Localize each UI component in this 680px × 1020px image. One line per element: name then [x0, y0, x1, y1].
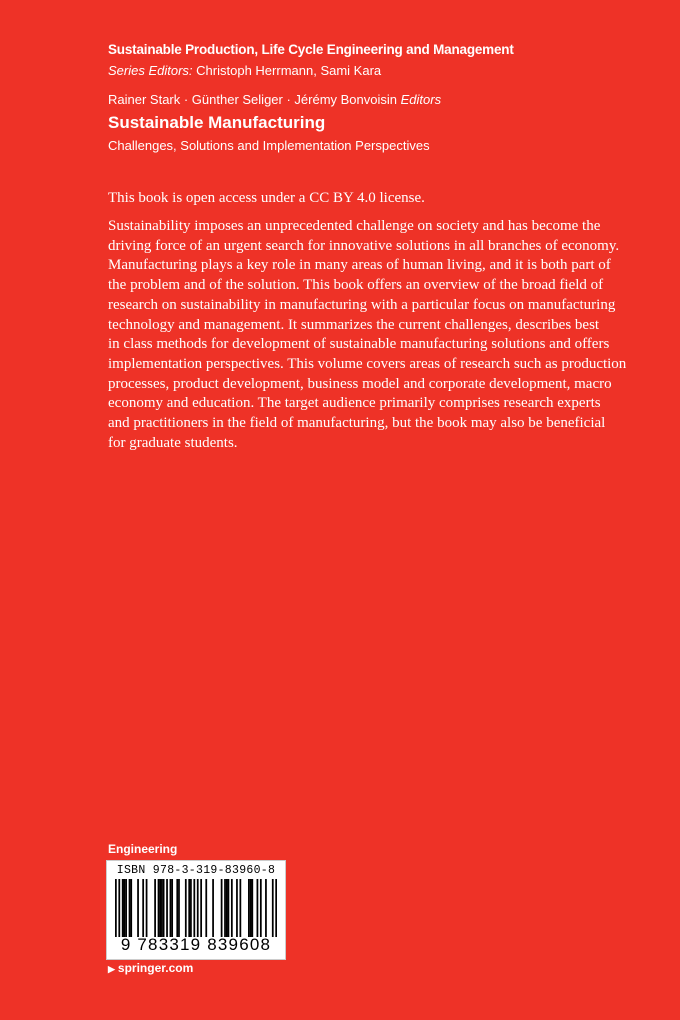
arrow-right-icon: ▶	[108, 964, 115, 974]
barcode-bar	[118, 879, 120, 937]
series-editors-label: Series Editors:	[108, 63, 193, 78]
description-line: the problem and of the solution. This book offers an overview of the broad field of	[108, 277, 604, 294]
subject-category: Engineering	[108, 842, 178, 856]
book-description	[108, 217, 628, 453]
barcode-bar	[200, 879, 202, 937]
barcode-bar	[260, 879, 262, 937]
barcode-bar	[159, 879, 161, 937]
open-access-note: This book is open access under a CC BY 4.0 license.	[108, 190, 425, 206]
barcode-bar	[257, 879, 259, 937]
barcode-bar	[115, 879, 117, 937]
description-line: for graduate students.	[108, 434, 238, 451]
description-line: technology and management. It summarizes the current challenges, describes best	[108, 316, 600, 333]
barcode-bar	[163, 879, 165, 937]
description-line: processes, product development, business model and corporate development, macro	[108, 375, 612, 392]
barcode-bar	[188, 879, 190, 937]
barcode-bar	[176, 879, 178, 937]
barcode-bar	[124, 879, 126, 937]
barcode-bar	[122, 879, 124, 937]
barcode-bar	[265, 879, 267, 937]
barcode-bar	[250, 879, 252, 937]
barcode-bar	[212, 879, 214, 937]
description-line: economy and education. The target audience primarily comprises research experts	[108, 395, 601, 412]
barcode-bar	[248, 879, 250, 937]
description-line: in class methods for development of sustainable manufacturing solutions and offers	[108, 336, 610, 353]
barcode-bar	[129, 879, 131, 937]
barcode-bar	[193, 879, 195, 937]
book-editors-names: Rainer Stark · Günther Seliger · Jérémy Bonvoisin	[108, 92, 398, 107]
series-title: Sustainable Production, Life Cycle Engineering and Management	[108, 42, 514, 57]
barcode-bar	[197, 879, 199, 937]
barcode-bar	[272, 879, 274, 937]
barcode-bar	[137, 879, 139, 937]
barcode-bar	[221, 879, 223, 937]
publisher-link[interactable]	[108, 961, 193, 975]
book-title: Sustainable Manufacturing	[108, 113, 326, 132]
barcode-bar	[161, 879, 163, 937]
barcode-bar	[228, 879, 230, 937]
barcode-bar	[275, 879, 277, 937]
barcode-bar	[190, 879, 192, 937]
barcode-bar	[224, 879, 226, 937]
barcode-bar	[178, 879, 180, 937]
barcode-bar	[130, 879, 132, 937]
book-editors	[108, 92, 441, 107]
barcode-bar	[231, 879, 233, 937]
description-line: research on sustainability in manufacturing with a particular focus on manufacturing	[108, 296, 616, 313]
isbn-text: ISBN 978-3-319-83960-8	[116, 864, 276, 877]
description-line: Manufacturing plays a key role in many areas of human living, and it is both part of	[108, 257, 611, 274]
barcode-bar	[226, 879, 228, 937]
ean-digits: 9 783319 839608	[120, 935, 272, 954]
barcode-bar	[146, 879, 148, 937]
description-line: driving force of an urgent search for innovative solutions in all branches of economy.	[108, 237, 620, 254]
barcode-bar	[236, 879, 238, 937]
barcode-bar	[170, 879, 172, 937]
description-line: Sustainability imposes an unprecedented challenge on society and has become the	[108, 218, 601, 234]
description-line: and practitioners in the field of manufacturing, but the book may also be beneficial	[108, 415, 606, 432]
book-subtitle: Challenges, Solutions and Implementation Perspectives	[108, 138, 430, 153]
barcode-bar	[166, 879, 168, 937]
isbn-barcode	[106, 860, 286, 960]
barcode-bar	[205, 879, 207, 937]
description-line: implementation perspectives. This volume covers areas of research such as production	[108, 355, 627, 372]
barcode-bar	[185, 879, 187, 937]
barcode-bar	[125, 879, 127, 937]
barcode-bar	[239, 879, 241, 937]
barcode-bar	[251, 879, 253, 937]
barcode-bar	[171, 879, 173, 937]
series-editors	[108, 63, 381, 78]
barcode-bar	[142, 879, 144, 937]
barcode-bar	[154, 879, 156, 937]
barcode-bars-icon	[115, 879, 277, 937]
book-editors-label: Editors	[400, 92, 442, 107]
barcode-bar	[158, 879, 160, 937]
series-editors-names: Christoph Herrmann, Sami Kara	[196, 63, 382, 78]
publisher-link-text: springer.com	[117, 961, 194, 975]
